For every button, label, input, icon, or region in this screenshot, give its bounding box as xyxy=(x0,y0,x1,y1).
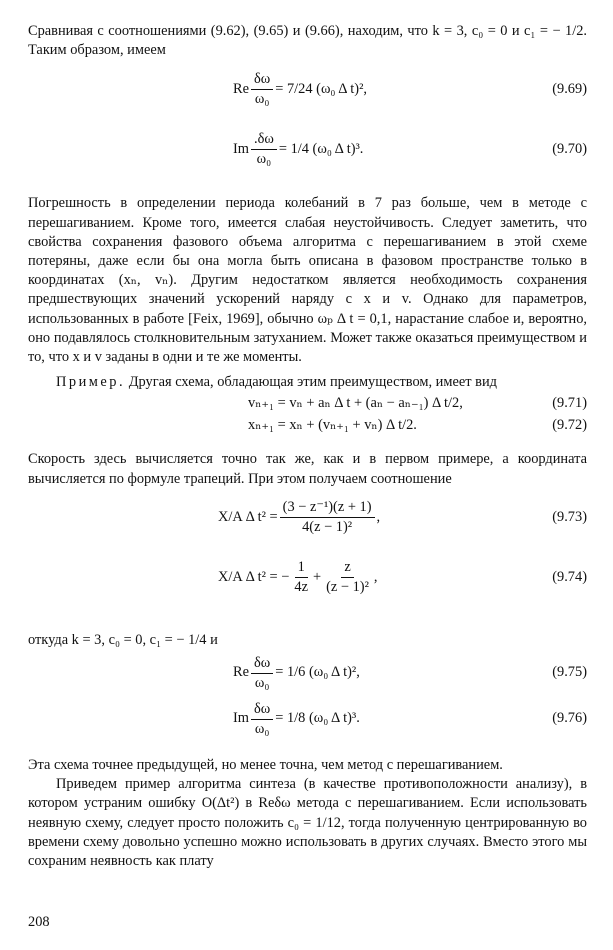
fraction xyxy=(280,499,375,536)
eq-prefix: Re xyxy=(233,80,249,97)
eq-body: vₙ₊₁ = vₙ + aₙ Δ t + (aₙ − aₙ₋₁) Δ t/2, xyxy=(248,394,463,411)
equation-9-70 xyxy=(28,126,587,172)
equation-9-73 xyxy=(28,495,587,541)
fraction-numerator: .δω xyxy=(251,131,277,150)
fraction-numerator: (3 − z⁻¹)(z + 1) xyxy=(280,499,375,518)
fraction xyxy=(291,559,311,596)
page-number: 208 xyxy=(28,914,50,930)
equation-label: (9.69) xyxy=(552,80,587,97)
eq-rhs: = 7/24 (ω₀ Δ t)², xyxy=(275,80,368,97)
fraction-denominator: (z − 1)² xyxy=(326,579,369,596)
equation-label: (9.70) xyxy=(552,140,587,157)
eq-rhs: = 1/4 (ω₀ Δ t)³. xyxy=(278,140,364,157)
equation-9-71 xyxy=(28,392,587,414)
fraction-denominator: 4(z − 1)² xyxy=(302,519,353,536)
fraction xyxy=(251,71,273,108)
fraction-denominator: ω₀ xyxy=(254,720,270,737)
eq-lhs: X/A Δ t² = xyxy=(218,509,278,526)
paragraph-intro: Сравнивая с соотношениями (9.62), (9.65) и (9.66), находим, что k = 3, c₀ = 0 и c₁ = − 1/2. Таким образом, имеем xyxy=(28,23,587,59)
eq-plus: + xyxy=(312,569,322,586)
equation-9-75 xyxy=(28,650,587,696)
fraction-numerator: δω xyxy=(251,655,273,674)
fraction xyxy=(251,655,273,692)
paragraph-error-analysis: Погрешность в определении периода колебаний в 7 раз больше, чем в методе с перешагиванием. Кроме того, имеется слабая неустойчивость. Следует заметить, что свойства сохранения фазового объема алгоритма с перешагиванием в этой схеме потеряны, даже если бы она могла быть описана в фазовом пространстве только в координатах (xₙ, vₙ). Другим недостатком является необходимость сохранения предшествующих значений ускорений наряду с x и v. Однако для параметров, использованных в работе [Feix, 1969], обычно ωₚ Δ t = 0,1, нарастание слабое и, вероятно, оно подавлялось столкновительным затуханием. Может также оказаться преимуществом и то, что x и v заданы в одни и те же моменты. xyxy=(28,195,587,366)
eq-prefix: Im xyxy=(233,710,249,727)
eq-rhs: = 1/8 (ω₀ Δ t)³. xyxy=(275,710,360,727)
example-text: Другая схема, обладающая этим преимуществом, имеет вид xyxy=(128,374,497,391)
fraction-denominator: ω₀ xyxy=(254,90,270,107)
fraction-denominator: ω₀ xyxy=(256,150,272,167)
fraction-denominator: 4z xyxy=(294,579,308,596)
eq-rhs: = 1/6 (ω₀ Δ t)², xyxy=(275,664,360,681)
eq-tail: , xyxy=(373,569,378,586)
equation-9-72 xyxy=(28,414,587,436)
fraction-numerator: δω xyxy=(251,71,273,90)
equation-label: (9.76) xyxy=(552,710,587,727)
fraction-denominator: ω₀ xyxy=(254,674,270,691)
fraction-numerator: 1 xyxy=(295,559,308,578)
equation-9-76 xyxy=(28,696,587,742)
fraction-numerator: z xyxy=(341,559,353,578)
eq-lhs: X/A Δ t² = − xyxy=(218,569,290,586)
equation-9-74 xyxy=(28,555,587,601)
paragraph-velocity: Скорость здесь вычисляется точно так же, как и в первом примере, а координата вычисляется по формуле трапеций. При этом получаем соотношение xyxy=(28,451,587,487)
fraction xyxy=(251,701,273,738)
eq-body: xₙ₊₁ = xₙ + (vₙ₊₁ + vₙ) Δ t/2. xyxy=(248,416,417,433)
paragraph-synthesis: Приведем пример алгоритма синтеза (в качестве противоположности анализу), в котором устраним ошибку O(Δt²) в Reδω метода с перешагиванием. Если использовать неявную схему, следует просто положить c₀ = 1/12, тогда полученную центрированную во времени схему довольно успешно можно использовать в других случаях. Вместо этого мы сохраним неявность как плату xyxy=(28,776,587,870)
fraction-numerator: δω xyxy=(251,701,273,720)
paragraph-example xyxy=(28,373,587,392)
equation-9-69 xyxy=(28,66,587,112)
equation-label: (9.71) xyxy=(552,394,587,411)
example-lead: Пример. xyxy=(56,374,126,391)
equation-label: (9.75) xyxy=(552,664,587,681)
eq-prefix: Re xyxy=(233,664,249,681)
fraction xyxy=(251,131,277,168)
equation-label: (9.73) xyxy=(552,509,587,526)
paragraph-accuracy: Эта схема точнее предыдущей, но менее точна, чем метод с перешагиванием. xyxy=(28,757,503,774)
paragraph-whence: откуда k = 3, c₀ = 0, c₁ = − 1/4 и xyxy=(28,631,218,648)
fraction xyxy=(323,559,372,596)
eq-tail: , xyxy=(376,509,381,526)
eq-prefix: Im xyxy=(233,140,249,157)
equation-label: (9.74) xyxy=(552,569,587,586)
equation-label: (9.72) xyxy=(552,416,587,433)
